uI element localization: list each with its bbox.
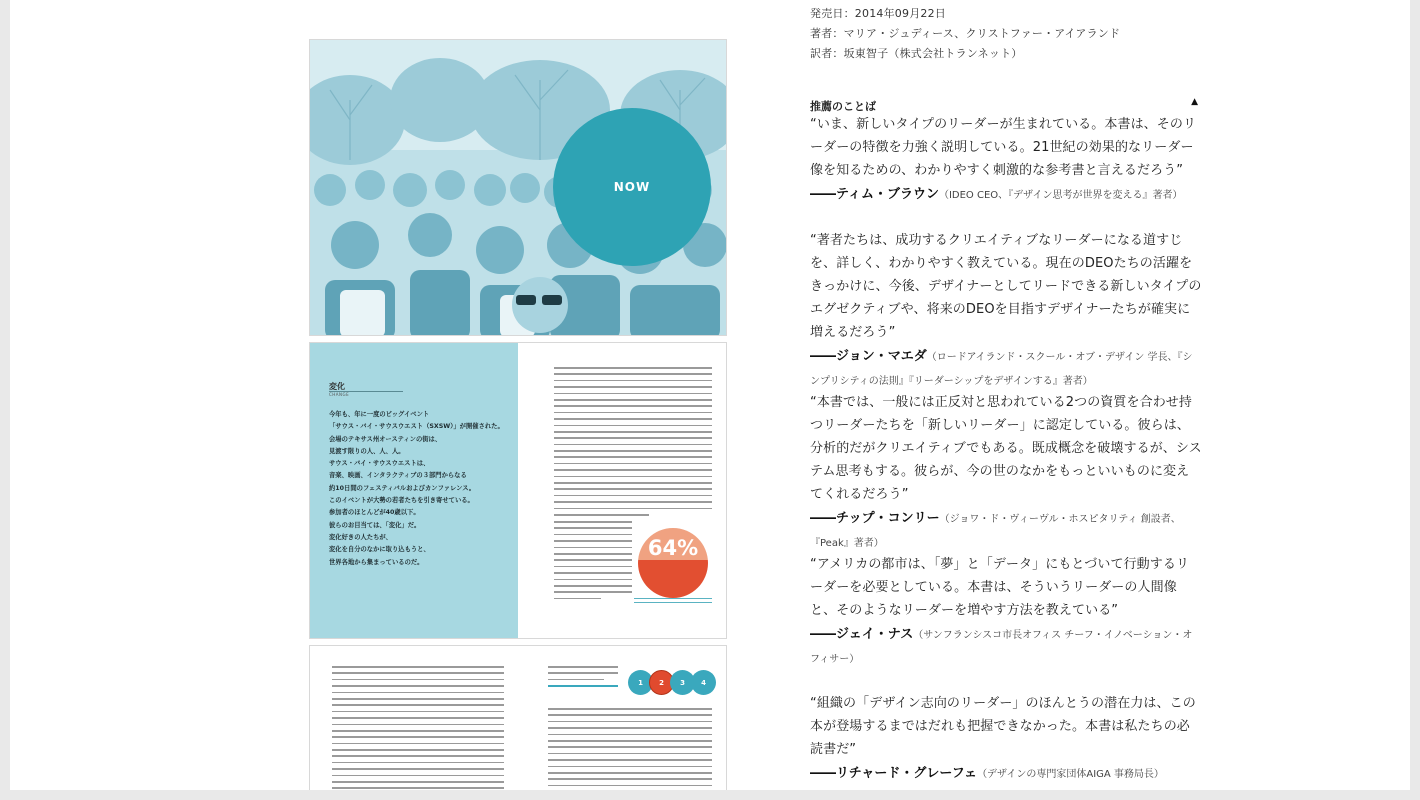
body-line: 「サウス・バイ・サウスウエスト（SXSW）」が開催された。 xyxy=(329,423,504,431)
quote-attribution xyxy=(810,183,1202,207)
text-block xyxy=(548,666,618,692)
body-line: このイベントが大勢の若者たちを引き寄せている。 xyxy=(329,497,474,505)
text-block xyxy=(548,708,712,790)
recommendation-quote xyxy=(810,553,1202,671)
body-line: 変化を自分のなかに取り込もうと、 xyxy=(329,546,430,554)
body-line: 今年も、年に一度のビッグイベント xyxy=(329,411,430,418)
body-line: 会場のテキサス州オースティンの街は、 xyxy=(329,435,442,443)
stat-value: 64% xyxy=(647,536,699,560)
body-line: 彼らのお目当ては、「変化」だ。 xyxy=(329,521,421,529)
quote-author-role: （サンフランシスコ市長オフィス チーフ・イノベーション・オフィサー） xyxy=(810,630,1193,665)
quote-author-role: （ジョワ・ド・ヴィーヴル・ホスピタリティ 創設者、『Peak』著者） xyxy=(810,514,1181,549)
recommendations-header[interactable] xyxy=(810,95,1198,113)
quote-text: “いま、新しいタイプのリーダーが生まれている。本書は、そのリーダーの特徴を力強く説明している。21世紀の効果的なリーダー像を知るための、わかりやすく刺激的な参考書と言えるだろう” xyxy=(810,117,1197,178)
quote-attribution xyxy=(810,345,1202,393)
stat-caption xyxy=(634,598,712,608)
collapse-toggle-icon[interactable]: ▲ xyxy=(1191,97,1198,107)
book-preview-image-3[interactable] xyxy=(309,645,727,790)
text-block xyxy=(554,367,712,520)
now-badge-label: NOW xyxy=(613,180,651,194)
book-preview-image-1[interactable] xyxy=(309,39,727,336)
body-line: 参加者のほとんどが40歳以下。 xyxy=(329,509,420,517)
recommendations-title: 推薦のことば xyxy=(810,100,876,113)
step-circle: 4 xyxy=(691,670,716,695)
recommendation-quote xyxy=(810,391,1202,555)
step-circles xyxy=(628,670,718,696)
step-circle: 3 xyxy=(670,670,695,695)
release-date: 発売日：2014年09月22日 xyxy=(810,7,946,20)
spread-left-page xyxy=(310,343,518,639)
section-title: 変化 xyxy=(329,382,345,391)
body-line: 見渡す限りの人、人、人。 xyxy=(329,447,405,455)
quote-text: “組織の「デザイン志向のリーダー」のほんとうの潜在力は、この本が登場するまではだれも把握できなかった。本書は私たちの必読書だ” xyxy=(810,696,1196,757)
recommendation-quote xyxy=(810,692,1202,786)
body-line: 世界各地から集まっているのだ。 xyxy=(329,558,424,566)
section-body xyxy=(329,409,511,569)
translator: 訳者：坂東智子（株式会社トランネット） xyxy=(810,47,1023,60)
authors: 著者：マリア・ジュディース、クリストファー・アイアランド xyxy=(810,27,1121,40)
body-line: サウス・バイ・サウスウエストは、 xyxy=(329,460,430,468)
quote-text: “本書では、一般には正反対と思われている2つの資質を合わせ持つリーダーたちを「新しいリーダー」に認定している。彼らは、分析的だがクリエイティブでもある。既成概念を破壊するが、システム思考もする。彼らが、今の世のなかをもっといいものに変えてくれるだろう” xyxy=(810,395,1202,502)
page-frame xyxy=(10,0,1410,790)
recommendation-quote xyxy=(810,229,1202,393)
quote-author: ――ジェイ・ナス xyxy=(810,627,914,642)
step-circle: 2 xyxy=(649,670,674,695)
quote-author: ――リチャード・グレーフェ xyxy=(810,766,978,781)
quote-attribution xyxy=(810,762,1202,786)
now-badge xyxy=(553,108,711,266)
recommendation-quote xyxy=(810,113,1202,207)
quote-text: “アメリカの都市は、「夢」と「データ」にもとづいて行動するリーダーを必要としている。本書は、そういうリーダーの人間像と、そのようなリーダーを増やす方法を教えている” xyxy=(810,557,1190,618)
section-subtitle: CHANGE xyxy=(329,392,350,397)
quote-attribution xyxy=(810,623,1202,671)
quote-author: ――チップ・コンリー xyxy=(810,511,940,526)
body-line: 約10日間のフェスティバルおよびカンファレンス。 xyxy=(329,484,476,492)
book-preview-image-2[interactable] xyxy=(309,342,727,639)
quote-author: ――ジョン・マエダ xyxy=(810,349,927,364)
quote-author-role: （デザインの専門家団体AIGA 事務局長） xyxy=(977,769,1164,780)
quote-attribution xyxy=(810,507,1202,555)
text-block xyxy=(332,666,504,790)
quote-author-role: （IDEO CEO、『デザイン思考が世界を変える』著者） xyxy=(938,190,1183,201)
quote-text: “著者たちは、成功するクリエイティブなリーダーになる道すじを、詳しく、わかりやすく教えている。現在のDEOたちの活躍をきっかけに、今後、デザイナーとしてリードできる新しいタイプのエグゼクティブや、将来のDEOを目指すデザイナーたちが確実に増えるだろう” xyxy=(810,233,1202,340)
stat-circle xyxy=(638,528,708,598)
body-line: 変化好きの人たちが、 xyxy=(329,533,392,541)
quote-author: ――ティム・ブラウン xyxy=(810,187,939,202)
step-circle: 1 xyxy=(628,670,653,695)
body-line: 音楽、映画、インタラクティブの３部門からなる xyxy=(329,472,467,480)
quote-author-role: （ロードアイランド・スクール・オブ・デザイン 学長、『シンプリシティの法則』『リーダーシップをデザインする』著者） xyxy=(810,352,1193,387)
text-block xyxy=(554,521,632,604)
